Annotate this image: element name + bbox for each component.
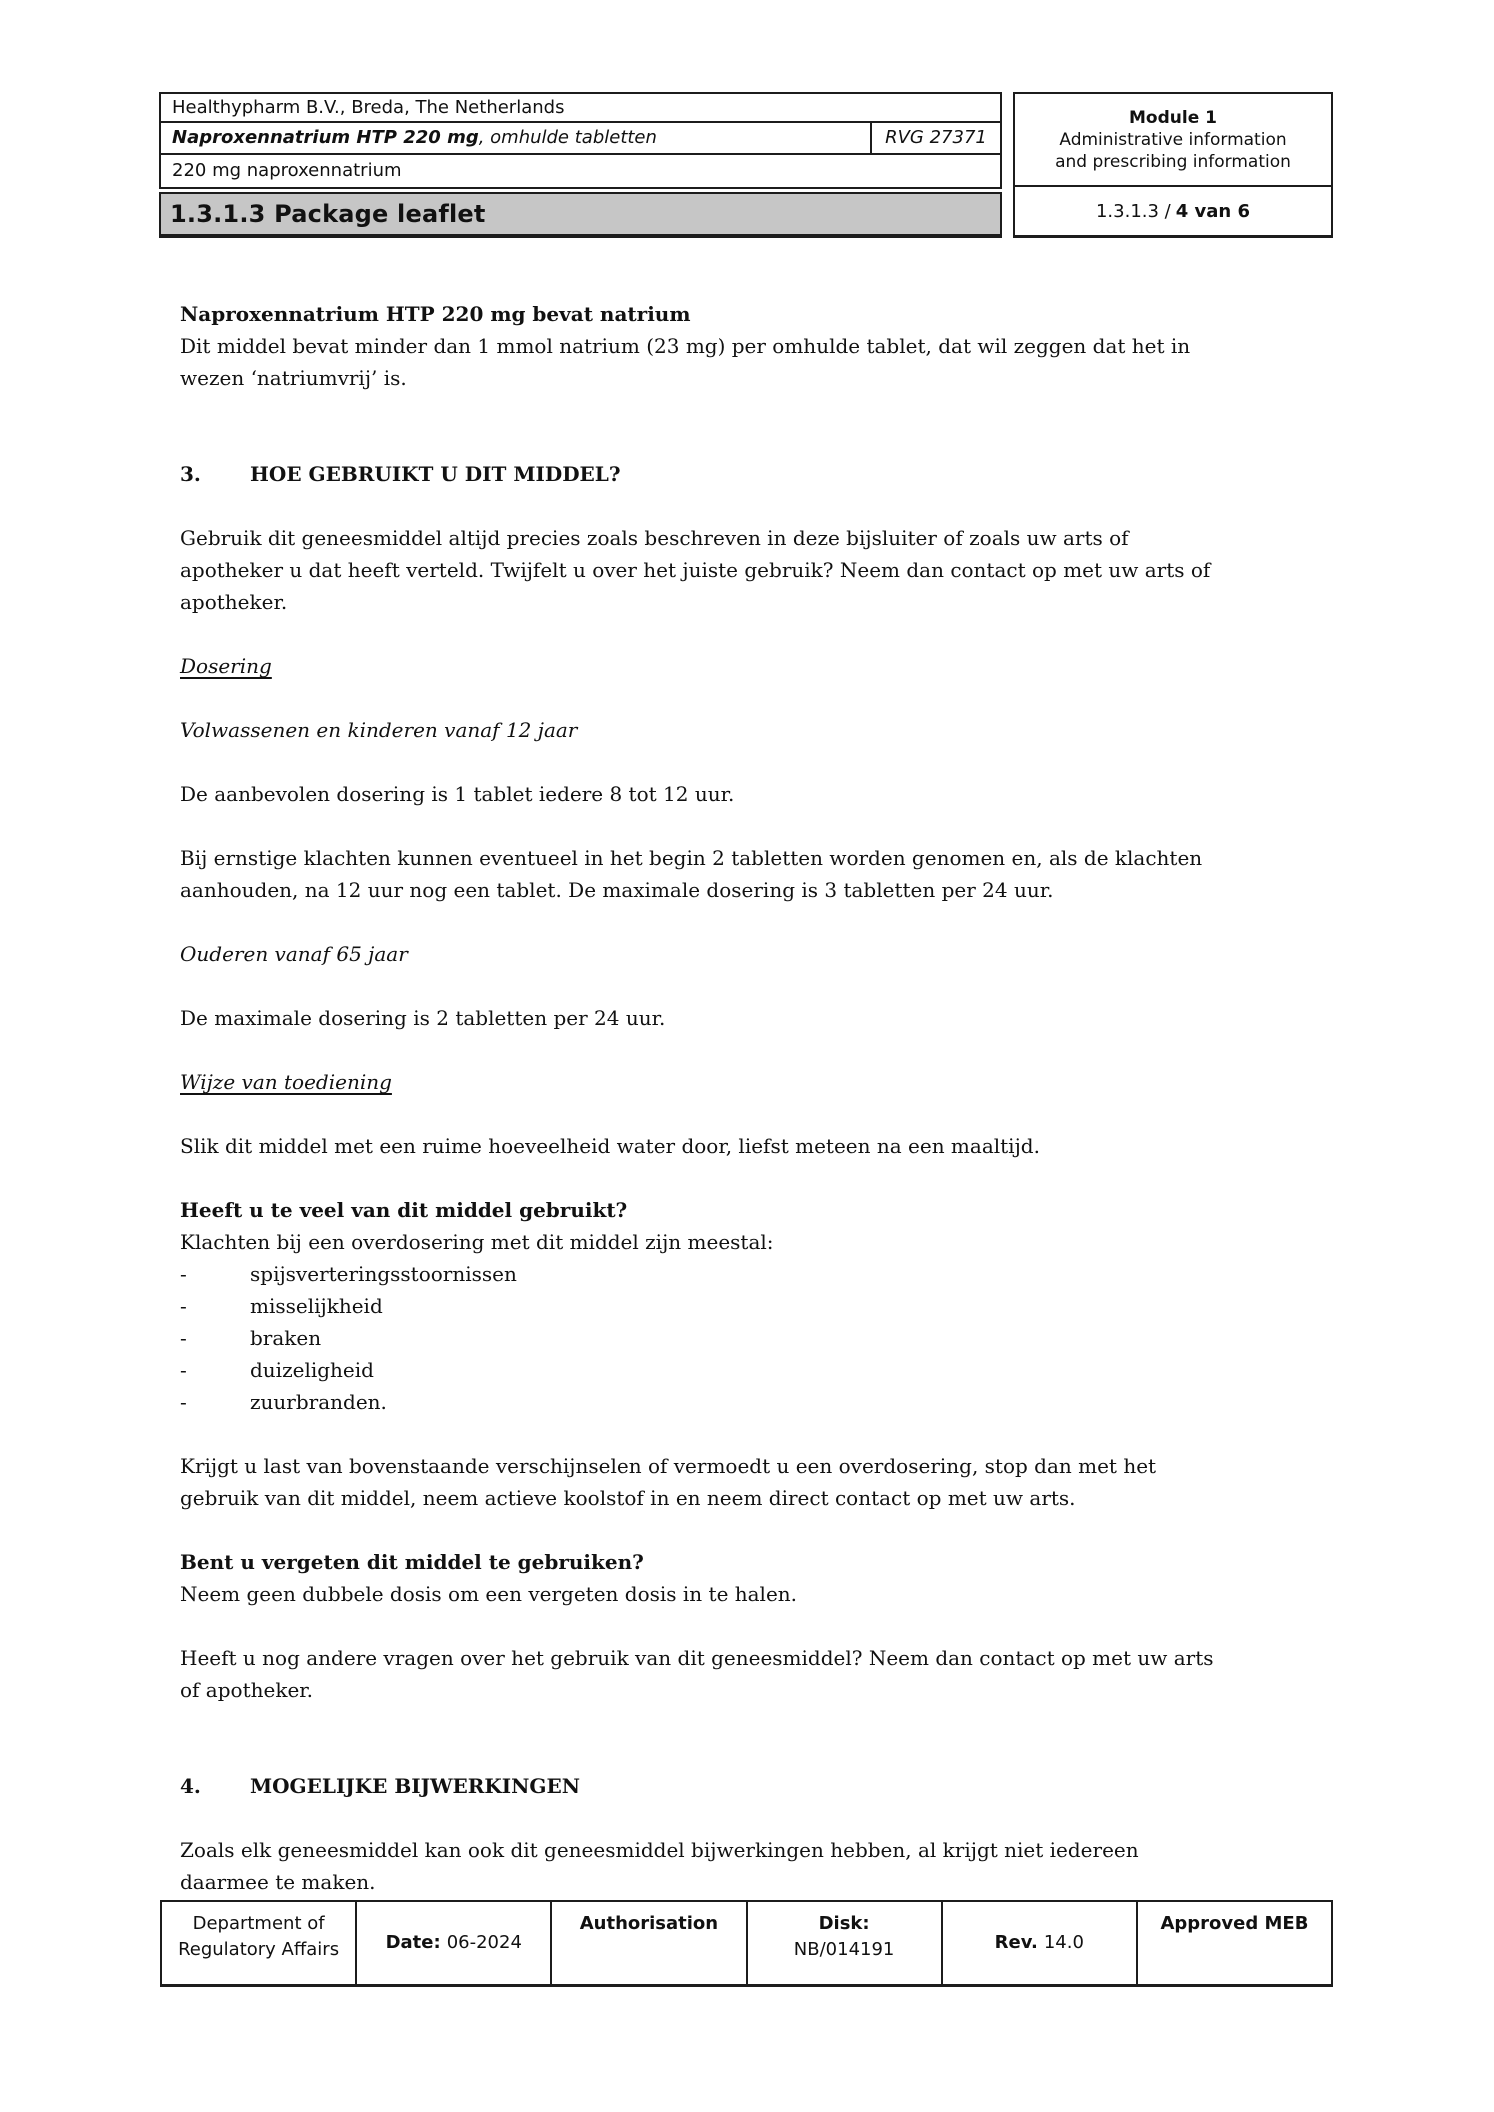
administration-subheading: Wijze van toediening: [180, 1070, 392, 1094]
section-4-heading: [180, 1770, 1340, 1802]
rev-value: 14.0: [1043, 1932, 1084, 1953]
symptom-text: misselijkheid: [250, 1294, 383, 1318]
module-line1: Administrative information: [1059, 129, 1287, 150]
module-title: Module 1: [1129, 107, 1217, 128]
approved-label: Approved MEB: [1160, 1913, 1309, 1934]
section-title-bar: [159, 192, 1002, 238]
list-dash: -: [180, 1326, 187, 1350]
rev-label: Rev.: [994, 1932, 1038, 1953]
disk-label: Disk:: [818, 1913, 870, 1934]
product-title: [161, 128, 870, 148]
header-table: [159, 92, 1002, 189]
footer-approved-cell: [1138, 1902, 1331, 1984]
substance: 220 mg naproxennatrium: [172, 160, 402, 181]
header-substance-row: [161, 155, 1000, 187]
section-3-number: 3.: [180, 462, 201, 486]
module-info: [1015, 94, 1331, 187]
overdose-action-line: gebruik van dit middel, neem actieve koolstof in en neem direct contact op met uw arts.: [180, 1486, 1076, 1510]
symptom-list-item: [180, 1322, 1340, 1354]
rev-entry: [995, 1930, 1084, 1956]
symptom-list-item: [180, 1354, 1340, 1386]
section-3-heading: [180, 458, 1340, 490]
side-effects-line: daarmee te maken.: [180, 1870, 376, 1894]
department-line2: Regulatory Affairs: [178, 1939, 340, 1960]
symptom-text: spijsverteringsstoornissen: [250, 1262, 517, 1286]
header-company-row: [161, 94, 1000, 123]
list-dash: -: [180, 1294, 187, 1318]
date-entry: [386, 1930, 522, 1956]
module-line2: and prescribing information: [1055, 151, 1291, 172]
sodium-text-line: Dit middel bevat minder dan 1 mmol natrium (23 mg) per omhulde tablet, dat wil zeggen dat het in: [180, 334, 1191, 358]
department-line1: Department of: [192, 1913, 325, 1934]
adults-dose-text: De aanbevolen dosering is 1 tablet iedere 8 tot 12 uur.: [180, 782, 735, 806]
footer-date-cell: [357, 1902, 552, 1984]
elderly-subheading: Ouderen vanaf 65 jaar: [180, 942, 408, 966]
product-form: , omhulde tabletten: [478, 127, 657, 148]
footer-disk-cell: [748, 1902, 943, 1984]
list-dash: -: [180, 1262, 187, 1286]
usage-intro-line: apotheker.: [180, 590, 288, 614]
symptom-list-item: [180, 1290, 1340, 1322]
footer-rev-cell: [943, 1902, 1138, 1984]
adults-subheading: Volwassenen en kinderen vanaf 12 jaar: [180, 718, 578, 742]
footer-department-cell: [162, 1902, 357, 1984]
severe-complaints-line: Bij ernstige klachten kunnen eventueel in het begin 2 tabletten worden genomen en, als de klachten: [180, 846, 1203, 870]
questions-line: of apotheker.: [180, 1678, 313, 1702]
section-4-title: MOGELIJKE BIJWERKINGEN: [250, 1774, 581, 1798]
administration-text: Slik dit middel met een ruime hoeveelheid water door, liefst meteen na een maaltijd.: [180, 1134, 1040, 1158]
date-label: Date:: [385, 1932, 441, 1953]
sodium-text-line: wezen ‘natriumvrij’ is.: [180, 366, 407, 390]
header-product-row: [161, 123, 1000, 155]
side-effects-line: Zoals elk geneesmiddel kan ook dit geneesmiddel bijwerkingen hebben, al krijgt niet iedereen: [180, 1838, 1139, 1862]
symptom-text: duizeligheid: [250, 1358, 374, 1382]
section-title: 1.3.1.3 Package leaflet: [170, 200, 486, 228]
list-dash: -: [180, 1358, 187, 1382]
sodium-heading: Naproxennatrium HTP 220 mg bevat natrium: [180, 302, 691, 326]
module-box: [1013, 92, 1333, 238]
dosering-subheading: Dosering: [180, 654, 272, 678]
page-reference: [1015, 187, 1331, 235]
list-dash: -: [180, 1390, 187, 1414]
disk-value: NB/014191: [793, 1939, 895, 1960]
forgotten-text: Neem geen dubbele dosis om een vergeten dosis in te halen.: [180, 1582, 798, 1606]
forgotten-heading: Bent u vergeten dit middel te gebruiken?: [180, 1550, 644, 1574]
date-value: 06-2024: [446, 1932, 522, 1953]
severe-complaints-line: aanhouden, na 12 uur nog een tablet. De maximale dosering is 3 tabletten per 24 uur.: [180, 878, 1054, 902]
symptom-list-item: [180, 1386, 1340, 1418]
usage-intro-line: Gebruik dit geneesmiddel altijd precies zoals beschreven in deze bijsluiter of zoals uw arts of: [180, 526, 1129, 550]
company-name: Healthypharm B.V., Breda, The Netherlands: [172, 96, 565, 118]
page-ref-prefix: 1.3.1.3 /: [1095, 200, 1171, 222]
questions-line: Heeft u nog andere vragen over het gebruik van dit geneesmiddel? Neem dan contact op met uw arts: [180, 1646, 1214, 1670]
page-ref-current: 4 van 6: [1175, 200, 1251, 222]
usage-intro-line: apotheker u dat heeft verteld. Twijfelt u over het juiste gebruik? Neem dan contact op met uw arts of: [180, 558, 1211, 582]
symptom-list-item: [180, 1258, 1340, 1290]
leaflet-body: [180, 298, 1340, 1898]
overdose-intro: Klachten bij een overdosering met dit middel zijn meestal:: [180, 1230, 774, 1254]
overdose-heading: Heeft u te veel van dit middel gebruikt?: [180, 1198, 628, 1222]
section-4-number: 4.: [180, 1774, 201, 1798]
symptom-text: zuurbranden.: [250, 1390, 387, 1414]
elderly-dose-text: De maximale dosering is 2 tabletten per 24 uur.: [180, 1006, 666, 1030]
footer-authorisation-cell: [552, 1902, 747, 1984]
authorisation-label: Authorisation: [579, 1913, 719, 1934]
rvg-number: RVG 27371: [870, 123, 1000, 153]
overdose-action-line: Krijgt u last van bovenstaande verschijnselen of vermoedt u een overdosering, stop dan met het: [180, 1454, 1157, 1478]
symptom-text: braken: [250, 1326, 322, 1350]
product-name: Naproxennatrium HTP 220 mg: [172, 127, 479, 148]
approval-footer-table: [160, 1900, 1333, 1987]
section-3-title: HOE GEBRUIKT U DIT MIDDEL?: [250, 462, 621, 486]
